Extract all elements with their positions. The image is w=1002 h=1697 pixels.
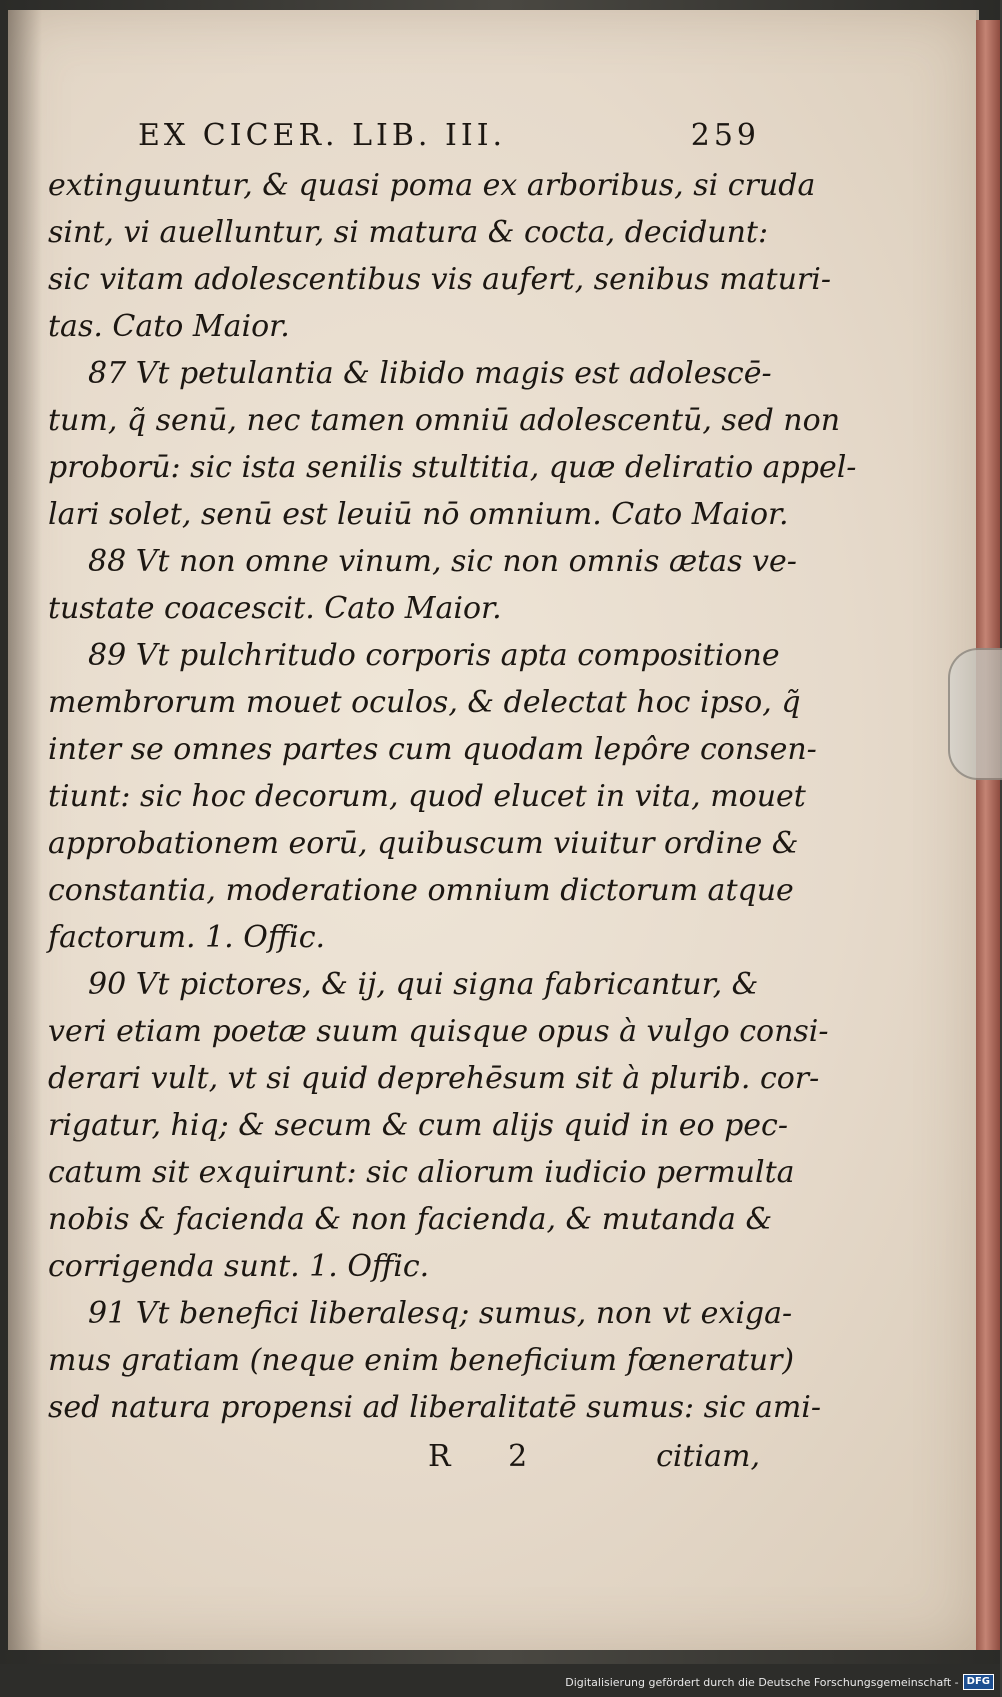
text-line: proborū: sic ista senilis stultitia, quæ deliratio appel-	[48, 450, 857, 485]
text-line: veri etiam poetæ suum quisque opus à vulgo consi-	[48, 1014, 829, 1049]
text-line: inter se omnes partes cum quodam lepôre consen-	[48, 732, 817, 767]
text-line: 89 Vt pulchritudo corporis apta compositione	[88, 638, 780, 673]
text-line: sed natura propensi ad liberalitatē sumus: sic ami-	[48, 1390, 822, 1425]
text-line: 91 Vt benefici liberalesq; sumus, non vt exiga-	[88, 1296, 793, 1331]
text-line: 90 Vt pictores, & ij, qui signa fabricantur, &	[88, 967, 759, 1002]
text-line: tustate coacescit. Cato Maior.	[48, 591, 502, 626]
text-line: mus gratiam (neque enim beneficium fœneratur)	[48, 1343, 795, 1378]
text-line: catum sit exquirunt: sic aliorum iudicio permulta	[48, 1155, 795, 1190]
text-line: constantia, moderatione omnium dictorum atque	[48, 873, 794, 908]
text-line: tum, q̃ senū, nec tamen omniū adolescentū, sed non	[48, 403, 841, 438]
text-line: 87 Vt petulantia & libido magis est adolescē-	[88, 356, 772, 391]
paragraph-continuation	[48, 162, 831, 350]
text-line: sint, vi auelluntur, si matura & cocta, decidunt:	[48, 215, 769, 250]
credit-text: Digitalisierung gefördert durch die Deutsche Forschungsgemeinschaft -	[565, 1675, 959, 1689]
text-line: factorum. 1. Offic.	[48, 920, 326, 955]
page-edge	[976, 20, 1000, 1650]
dfg-logo-icon: DFG	[963, 1674, 994, 1690]
text-line: rigatur, hiq; & secum & cum alijs quid in eo pec-	[48, 1108, 788, 1143]
funding-credit	[565, 1674, 994, 1690]
text-line: corrigenda sunt. 1. Offic.	[48, 1249, 430, 1284]
text-line: tiunt: sic hoc decorum, quod elucet in vita, mouet	[48, 779, 806, 814]
text-line: sic vitam adolescentibus vis aufert, senibus maturi-	[48, 262, 831, 297]
page-text	[48, 114, 857, 1480]
paragraph-91	[48, 1290, 822, 1431]
paragraph-87	[48, 350, 857, 538]
running-head	[48, 114, 768, 158]
book-clasp	[948, 648, 1002, 780]
gutter-shadow	[8, 10, 42, 1650]
page-number: 259	[690, 118, 760, 153]
text-line: membrorum mouet oculos, & delectat hoc ipso, q̃	[48, 685, 801, 720]
text-line: approbationem eorū, quibuscum viuitur ordine &	[48, 826, 799, 861]
text-line: extinguuntur, & quasi poma ex arboribus, si cruda	[48, 168, 816, 203]
book-page	[8, 10, 979, 1650]
signature-line	[48, 1433, 768, 1480]
paragraph-90	[48, 961, 829, 1290]
paragraph-88	[48, 538, 797, 632]
signature-mark: R 2	[428, 1439, 552, 1474]
text-line: derari vult, vt si quid deprehēsum sit à plurib. cor-	[48, 1061, 820, 1096]
text-line: nobis & facienda & non facienda, & mutanda &	[48, 1202, 773, 1237]
text-line: tas. Cato Maior.	[48, 309, 290, 344]
catchword: citiam,	[656, 1439, 760, 1474]
running-title: EX CICER. LIB. III.	[138, 118, 507, 153]
text-line: lari solet, senū est leuiū nō omnium. Cato Maior.	[48, 497, 789, 532]
paragraph-89	[48, 632, 817, 961]
text-line: 88 Vt non omne vinum, sic non omnis ætas ve-	[88, 544, 797, 579]
